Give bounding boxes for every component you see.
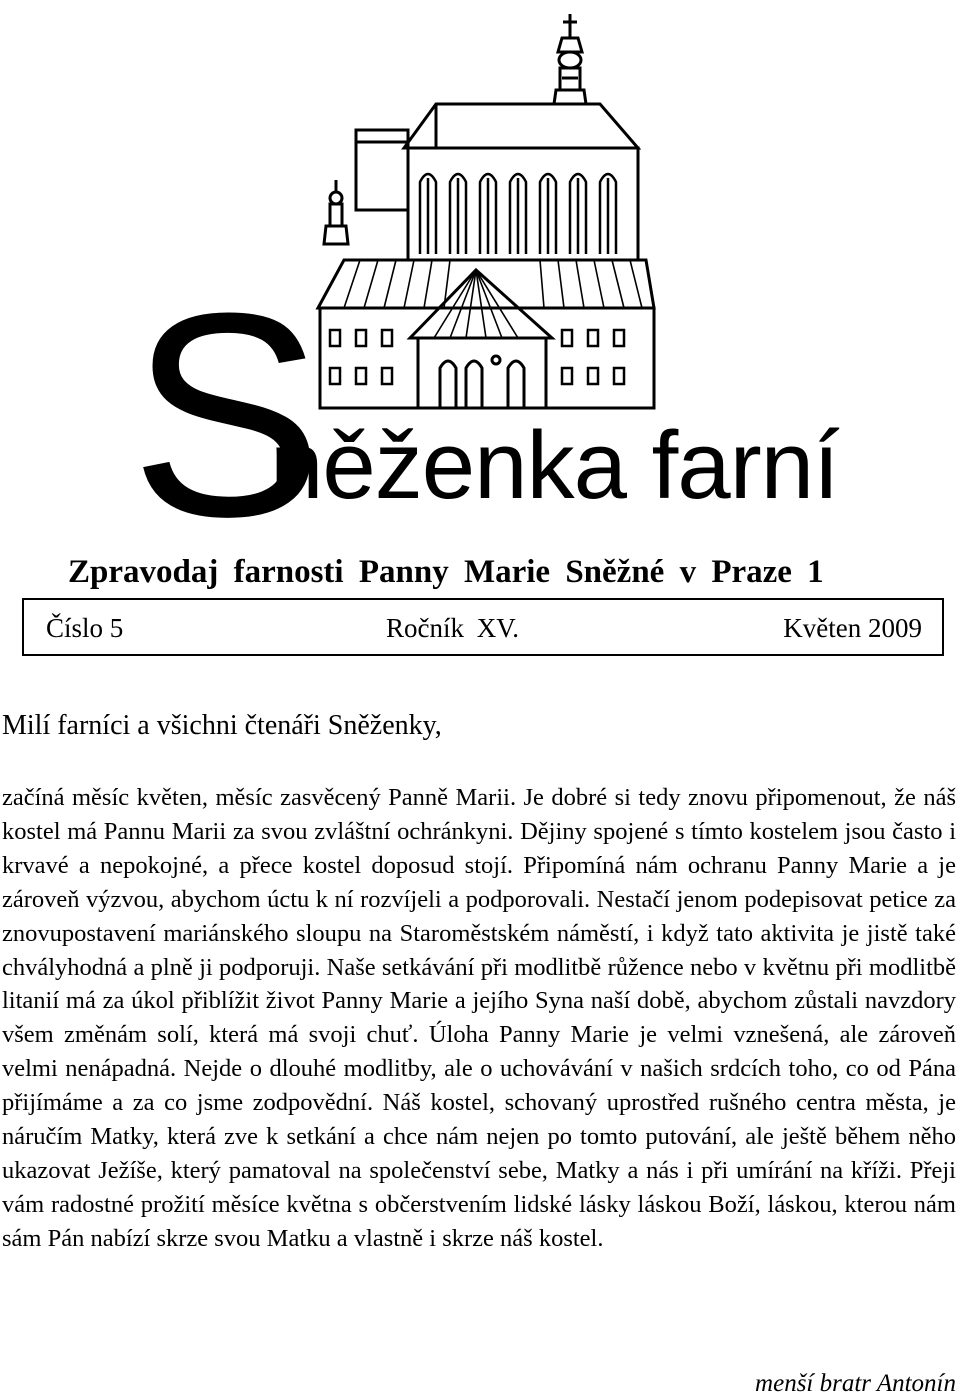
issue-info-box	[22, 598, 944, 656]
article-signature: menší bratr Antonín	[755, 1370, 956, 1397]
article-greeting: Milí farníci a všichni čtenáři Sněženky,	[2, 710, 442, 741]
title-rest: něženka farní	[270, 412, 839, 519]
issue-number: Číslo 5	[46, 613, 124, 643]
issue-date: Květen 2009	[783, 613, 922, 643]
newsletter-subtitle: Zpravodaj farnosti Panny Marie Sněžné v Praze 1	[68, 554, 824, 590]
title-initial: S	[130, 253, 324, 577]
issue-volume: Ročník XV.	[386, 613, 520, 643]
article-body: začíná měsíc květen, měsíc zasvěcený Panně Marii. Je dobré si tedy znovu připomenout, že náš kostel má Pannu Marii za svou zvláštní ochránkyni. Dějiny spojené s tímto kostelem jsou často i krvavé a nepokojné, a přece kostel doposud stojí. Připomíná nám ochranu Panny Marie a je zároveň výzvou, abychom úctu k ní rozvíjeli a podporovali. Nestačí jenom podepisovat petice za znovupostavení mariánského sloupu na Staroměstském náměstí, i když tato aktivita je jistě také chvályhodná a plně ji podporuji. Naše setkávání při modlitbě růžence nebo v květnu při modlitbě litanií má za úkol přiblížit život Panny Marie a jejího Syna naší době, abychom zůstali navzdory všem změnám solí, která má svoji chuť. Úloha Panny Marie je velmi vznešená, ale zároveň velmi nenápadná. Nejde o dlouhé modlitby, ale o uchovávání v našich srdcích toho, co od Pána přijímáme a za co jsme zodpovědní. Náš kostel, schovaný uprostřed rušného centra města, je náručím Matky, která zve k setkání a chce nám nejen po tomto putování, ale ještě během něho ukazovat Ježíše, který pamatoval na společenství sebe, Matky a nás i při umírání na kříži. Přeji vám radostné prožití měsíce května s občerstvením lidské lásky láskou Boží, láskou, kterou nám sám Pán nabízí skrze svou Matku a vlastně i skrze náš kostel.	[2, 784, 956, 1252]
